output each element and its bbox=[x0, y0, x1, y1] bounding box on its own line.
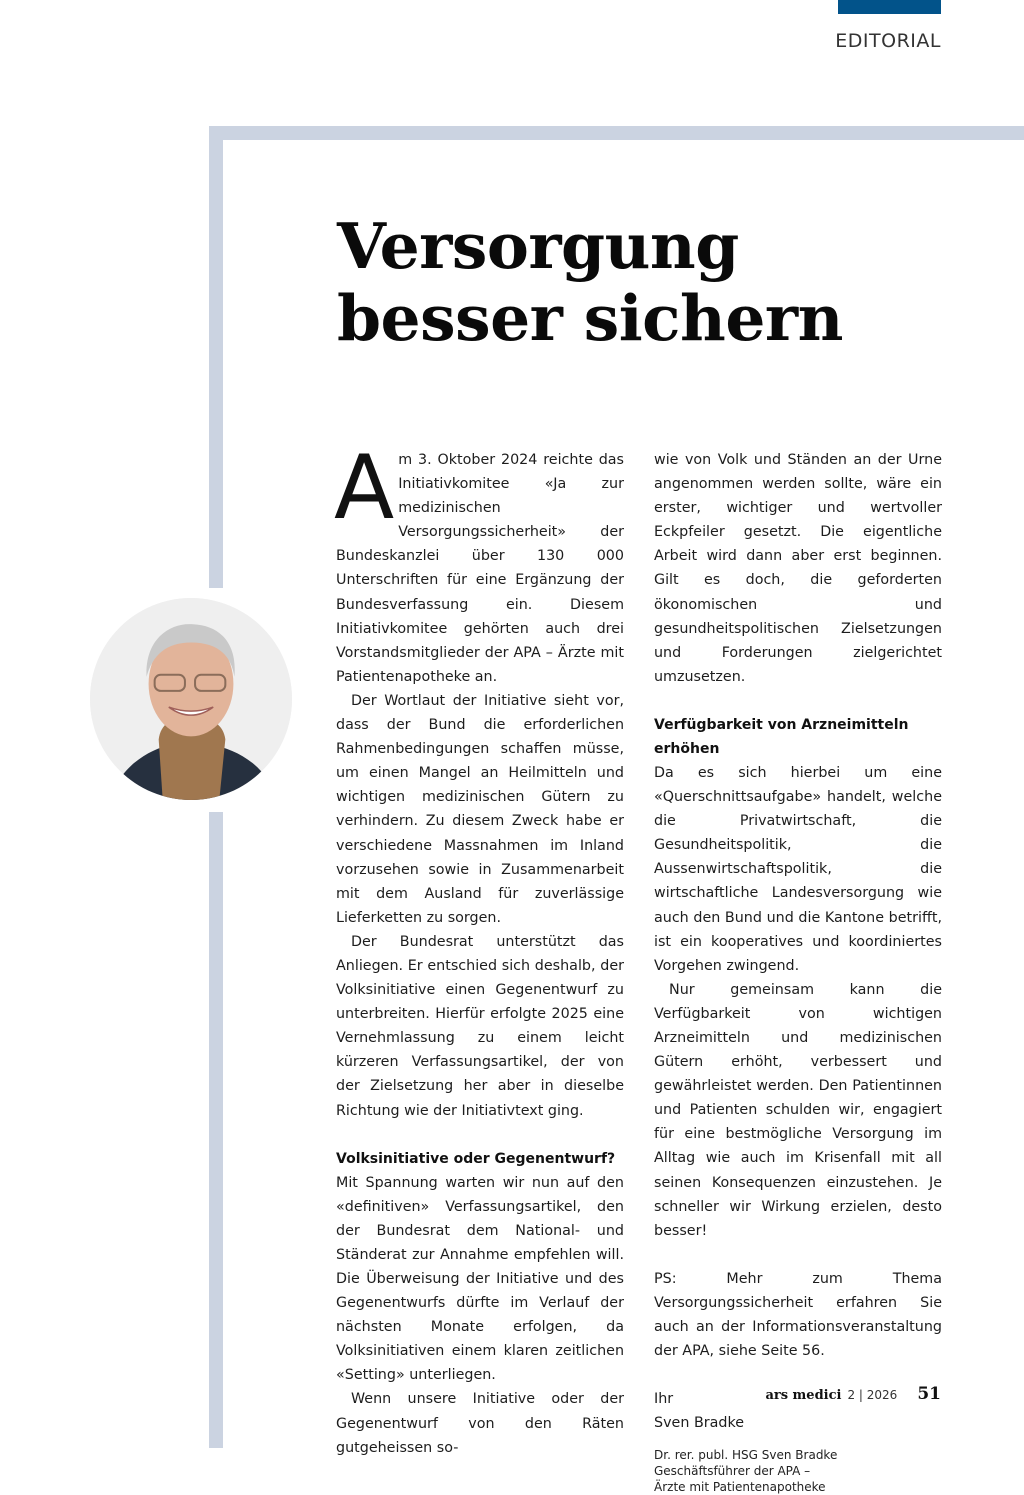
credential-line: Dr. rer. publ. HSG Sven Bradke bbox=[654, 1448, 838, 1463]
frame-left-bar-lower bbox=[209, 812, 223, 1448]
top-accent-bar bbox=[838, 0, 941, 14]
paragraph: Nur gemeinsam kann die Verfügbarkeit von wichtigen Arzneimitteln und medizinischen Gütern erhöht, verbessert und gewährleistet werden. Den Patientinnen und Patienten schulden wir, engagiert für eine bestmögliche Versorgung im Alltag wie auch im Krisenfall mit all seinen Konsequenzen einzustehen. Je schneller wir Wirkung erzielen, desto besser! bbox=[654, 981, 942, 1239]
paragraph-intro-text: m 3. Oktober 2024 reichte das Initiativkomitee «Ja zur medizinischen Versorgungssicherheit» der Bundeskanzlei über 130 000 Unterschriften für eine Ergänzung der Bundesverfassung ein. Diesem Initiativkomitee gehörten auch drei Vorstandsmitglieder der APA – Ärzte mit Patientenapotheke an. bbox=[336, 452, 624, 685]
paragraph: Der Bundesrat unterstützt das Anliegen. Er entschied sich deshalb, der Volksinitiative einen Gegenentwurf zu unterbreiten. Hierfür erfolgte 2025 eine Vernehmlassung zu einem leicht kürzeren Verfassungsartikel, der von der Zielsetzung her aber in dieselbe Richtung wie der Initiativtext ging. bbox=[336, 933, 624, 1119]
author-portrait bbox=[90, 598, 292, 800]
frame-top-bar bbox=[209, 126, 1024, 140]
article-title bbox=[337, 210, 843, 354]
paragraph: wie von Volk und Ständen an der Urne angenommen werden sollte, wäre ein erster, wichtiger und wertvoller Eckpfeiler gesetzt. Die eigentliche Arbeit wird dann aber erst beginnen. Gilt es doch, die geforderten ökonomischen und gesundheitspolitischen Zielsetzungen und Forderungen zielgerichtet umzusetzen. bbox=[654, 452, 942, 685]
portrait-illustration bbox=[90, 598, 292, 800]
paragraph: Wenn unsere Initiative oder der Gegenentwurf von den Räten gutgeheissen so- bbox=[336, 1391, 624, 1456]
page-number: 51 bbox=[917, 1384, 941, 1404]
paragraph: Da es sich hierbei um eine «Querschnittsaufgabe» handelt, welche die Privatwirtschaft, die Gesundheitspolitik, die Aussenwirtschaftspolitik, die wirtschaftliche Landesversorgung wie auch den Bund und die Kantone betrifft, ist ein kooperatives und koordiniertes Vorgehen zwingend. bbox=[654, 764, 942, 974]
credential-line: Ärzte mit Patientenapotheke bbox=[654, 1480, 826, 1495]
title-line-1: Versorgung bbox=[337, 209, 739, 283]
title-line-2: besser sichern bbox=[337, 281, 843, 355]
magazine-name: ars medici bbox=[765, 1388, 842, 1403]
drop-cap: A bbox=[334, 436, 395, 539]
subheading: Volksinitiative oder Gegenentwurf? bbox=[336, 1150, 616, 1167]
paragraph: Mit Spannung warten wir nun auf den «definitiven» Verfassungsartikel, den der Bundesrat dem National- und Ständerat zur Annahme empfehlen will. Die Überweisung der Initiative und des Gegenentwurfs dürfte im Verlauf der nächsten Monate erfolgen, da Volksinitiativen einem klaren zeitlichen «Setting» unterliegen. bbox=[336, 1174, 624, 1384]
paragraph: Der Wortlaut der Initiative sieht vor, dass der Bund die erforderlichen Rahmenbedingungen schaffen müsse, um einen Mangel an Heilmitteln und wichtigen medizinischen Gütern zu verhindern. Zu diesem Zweck habe er verschiedene Massnahmen im Inland vorzusehen sowie in Zusammenarbeit mit dem Ausland für zuverlässige Lieferketten zu sorgen. bbox=[336, 692, 624, 926]
credential-line: Geschäftsführer der APA – bbox=[654, 1464, 811, 1479]
section-label: EDITORIAL bbox=[835, 30, 941, 52]
paragraph-intro bbox=[334, 436, 624, 689]
left-column bbox=[334, 436, 624, 1460]
issue-number: 2 | 2026 bbox=[847, 1388, 898, 1402]
page-footer bbox=[765, 1384, 941, 1404]
author-credentials bbox=[654, 1447, 942, 1495]
signature-name: Sven Bradke bbox=[654, 1415, 745, 1432]
subheading: Verfügbarkeit von Arzneimitteln erhöhen bbox=[654, 716, 909, 757]
postscript: PS: Mehr zum Thema Versorgungssicherheit erfahren Sie auch an der Informationsveranstaltung der APA, siehe Seite 56. bbox=[654, 1270, 942, 1360]
right-column bbox=[654, 448, 942, 1495]
closing: Ihr bbox=[654, 1391, 674, 1408]
frame-left-bar-upper bbox=[209, 126, 223, 588]
